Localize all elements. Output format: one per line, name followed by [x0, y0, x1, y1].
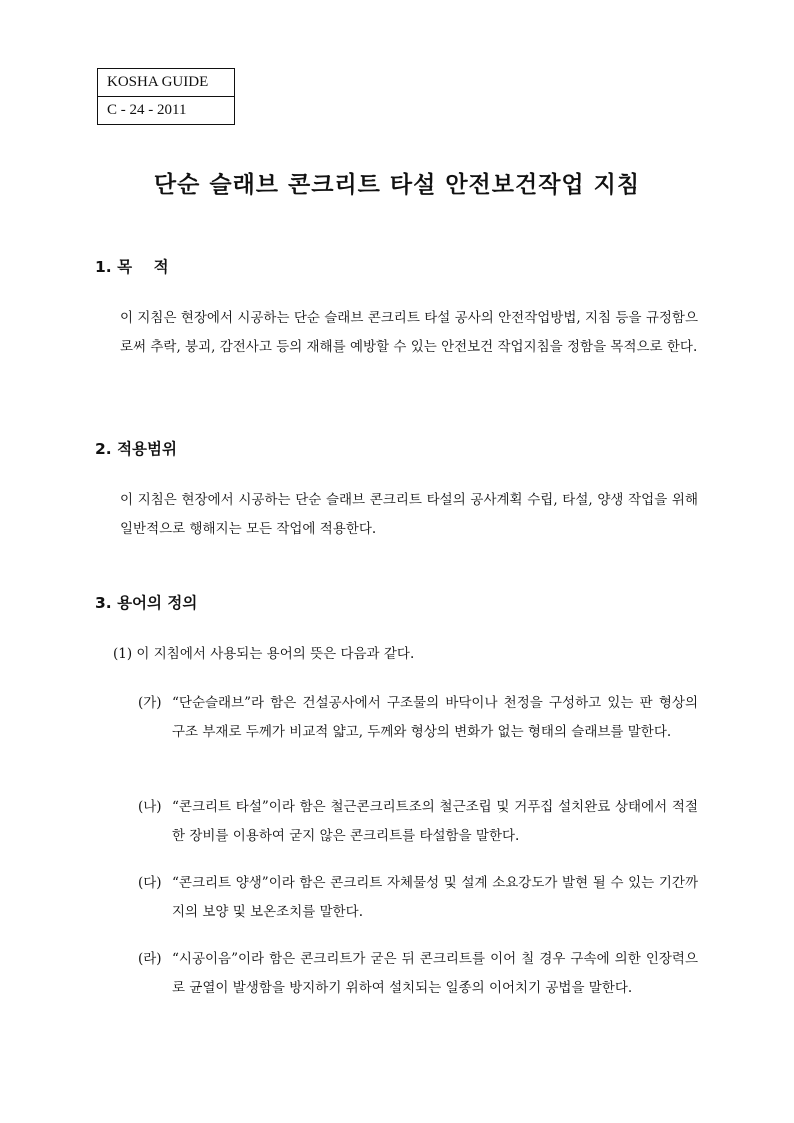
document-title: 단순 슬래브 콘크리트 타설 안전보건작업 지침	[153, 172, 641, 198]
definition-item	[138, 869, 698, 927]
section-3-heading: 3. 용어의 정의	[95, 594, 198, 612]
guide-label: KOSHA GUIDE	[107, 74, 209, 90]
item-marker: (다)	[138, 875, 162, 891]
guide-code: C - 24 - 2011	[98, 96, 234, 124]
item-marker: (가)	[138, 695, 162, 711]
section-2-body: 이 지침은 현장에서 시공하는 단순 슬래브 콘크리트 타설의 공사계획 수립, 타설, 양생 작업을 위해 일반적으로 행해지는 모든 작업에 적용한다.	[120, 492, 698, 537]
section-2-heading: 2. 적용범위	[95, 440, 177, 458]
item-marker: (라)	[138, 951, 162, 967]
item-text: “단순슬래브”라 함은 건설공사에서 구조물의 바닥이나 천정을 구성하고 있는 판 형상의 구조 부재로 두께가 비교적 얇고, 두께와 형상의 변화가 없는 형태의 슬래브를 말한다.	[172, 695, 698, 740]
definition-item	[138, 793, 698, 851]
item-text: “콘크리트 타설”이라 함은 철근콘크리트조의 철근조립 및 거푸집 설치완료 상태에서 적절한 장비를 이용하여 굳지 않은 콘크리트를 타설함을 말한다.	[172, 799, 698, 844]
item-text: “콘크리트 양생”이라 함은 콘크리트 자체물성 및 설계 소요강도가 발현 될 수 있는 기간까지의 보양 및 보온조치를 말한다.	[172, 875, 698, 920]
section-1-body: 이 지침은 현장에서 시공하는 단순 슬래브 콘크리트 타설 공사의 안전작업방법, 지침 등을 규정함으로써 추락, 붕괴, 감전사고 등의 재해를 예방할 수 있는 안전보건 작업지침을 정함을 목적으로 한다.	[120, 310, 698, 355]
section-3-subclause-1: (1) 이 지침에서 사용되는 용어의 뜻은 다음과 같다.	[113, 646, 415, 662]
definition-item	[138, 689, 698, 747]
definition-item	[138, 945, 698, 1003]
item-text: “시공이음”이라 함은 콘크리트가 굳은 뒤 콘크리트를 이어 칠 경우 구속에 의한 인장력으로 균열이 발생함을 방지하기 위하여 설치되는 일종의 이어치기 공법을 말한다.	[172, 951, 698, 996]
item-marker: (나)	[138, 799, 162, 815]
section-1-heading: 1. 목 적	[95, 258, 169, 276]
guide-code-box	[97, 68, 235, 125]
